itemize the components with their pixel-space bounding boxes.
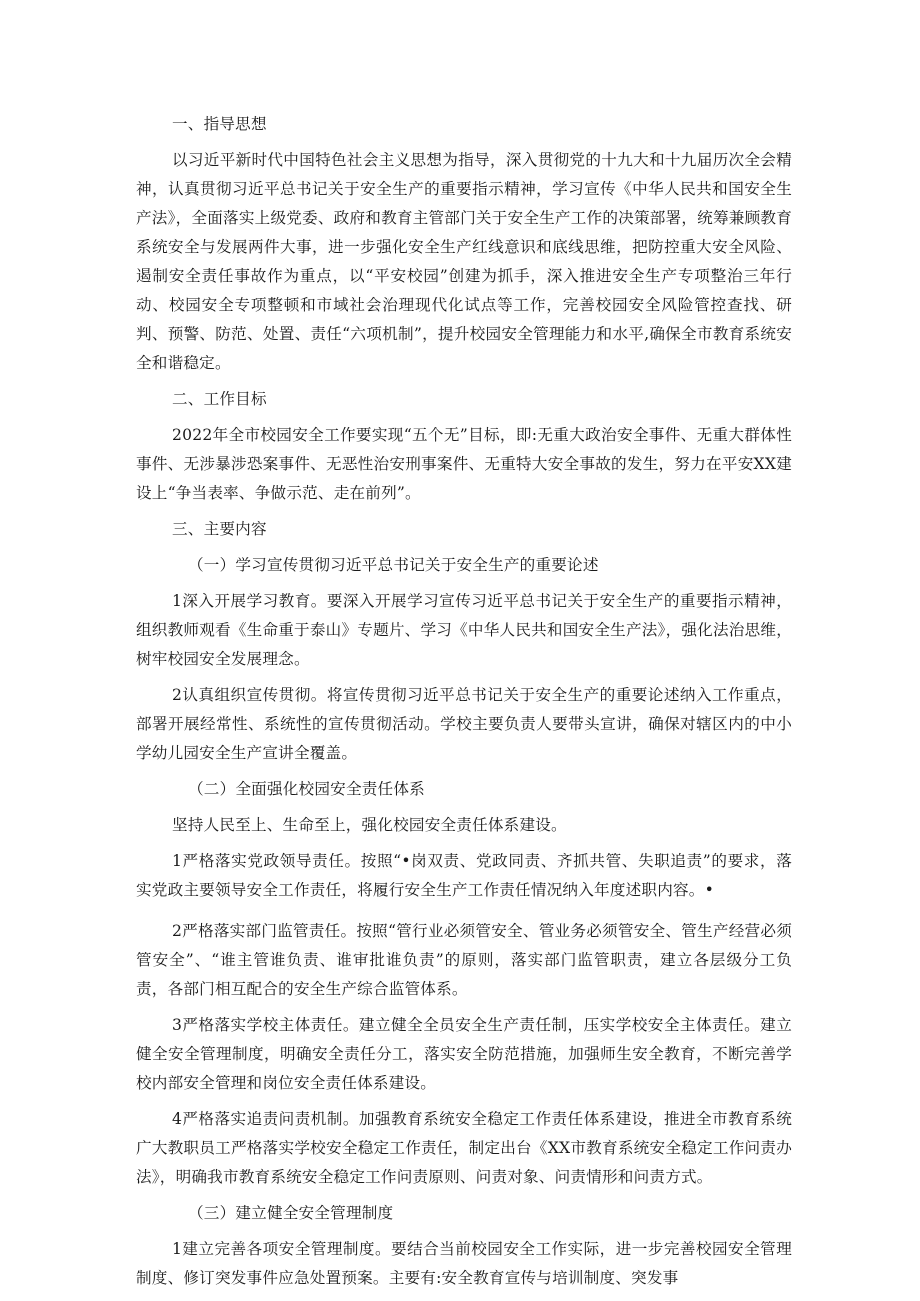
paragraph-department-supervision: 2严格落实部门监管责任。按照“管行业必须管安全、管业务必须管安全、管生产经营必须管安全”、“谁主管谁负责、谁审批谁负责”的原则，落实部门监管职责，建立各层级分工负责，各部门相互配合的安全生产综合监管体系。	[136, 922, 792, 998]
paragraph-party-leadership: 1严格落实党政领导责任。按照“•岗双责、党政同责、齐抓共管、失职追责”的要求，落实党政主要领导安全工作责任，将履行安全生产工作责任情况纳入年度述职内容。•	[136, 852, 792, 899]
paragraph-management-rules: 1建立完善各项安全管理制度。要结合当前校园安全工作实际，进一步完善校园安全管理制度、修订突发事件应急处置预案。主要有:安全教育宣传与培训制度、突发事	[136, 1240, 792, 1287]
paragraph-accountability: 4严格落实追责问责机制。加强教育系统安全稳定工作责任体系建设，推进全市教育系统广大教职员工严格落实学校安全稳定工作责任，制定出台《XX市教育系统安全稳定工作问责办法》，明确我市教育系统安全稳定工作问责原则、问责对象、问责情形和问责方式。	[136, 1110, 792, 1186]
section-heading-work-goals: 二、工作目标	[172, 390, 267, 408]
paragraph-study-education: 1深入开展学习教育。要深入开展学习宣传习近平总书记关于安全生产的重要指示精神，组织教师观看《生命重于泰山》专题片、学习《中华人民共和国安全生产法》，强化法治思维，树牢校园安全发展理念。	[136, 592, 792, 668]
section-heading-guiding-ideology: 一、指导思想	[172, 115, 267, 133]
document-body	[136, 110, 792, 1293]
paragraph-guiding-ideology: 以习近平新时代中国特色社会主义思想为指导，深入贯彻党的十九大和十九届历次全会精神，认真贯彻习近平总书记关于安全生产的重要指示精神，学习宣传《中华人民共和国安全生产法》，全面落实上级党委、政府和教育主管部门关于安全生产工作的决策部署，统筹兼顾教育系统安全与发展两件大事，进一步强化安全生产红线意识和底线思维，把防控重大安全风险、遏制安全责任事故作为重点，以“平安校园”创建为抓手，深入推进安全生产专项整治三年行动、校园安全专项整顿和市域社会治理现代化试点等工作，完善校园安全风险管控查找、研判、预警、防范、处置、责任“六项机制”，提升校园安全管理能力和水平,确保全市教育系统安全和谐稳定。	[136, 151, 792, 372]
paragraph-school-responsibility: 3严格落实学校主体责任。建立健全全员安全生产责任制，压实学校安全主体责任。建立健全安全管理制度，明确安全责任分工，落实安全防范措施，加强师生安全教育，不断完善学校内部安全管理和岗位安全责任体系建设。	[136, 1016, 792, 1092]
section-heading-main-content: 三、主要内容	[172, 520, 267, 538]
subsection-heading-study: （一）学习宣传贯彻习近平总书记关于安全生产的重要论述	[188, 556, 599, 574]
subsection-heading-management-system: （三）建立健全安全管理制度	[188, 1204, 394, 1222]
paragraph-work-goals: 2022年全市校园安全工作要实现“五个无”目标，即:无重大政治安全事件、无重大群体性事件、无涉暴涉恐案事件、无恶性治安刑事案件、无重特大安全事故的发生，努力在平安XX建设上“争当表率、争做示范、走在前列”。	[136, 426, 792, 502]
subsection-heading-responsibility: （二）全面强化校园安全责任体系	[188, 780, 425, 798]
paragraph-people-first: 坚持人民至上、生命至上，强化校园安全责任体系建设。	[172, 816, 567, 834]
paragraph-publicity: 2认真组织宣传贯彻。将宣传贯彻习近平总书记关于安全生产的重要论述纳入工作重点，部署开展经常性、系统性的宣传贯彻活动。学校主要负责人要带头宣讲，确保对辖区内的中小学幼儿园安全生产宣讲全覆盖。	[136, 686, 792, 762]
